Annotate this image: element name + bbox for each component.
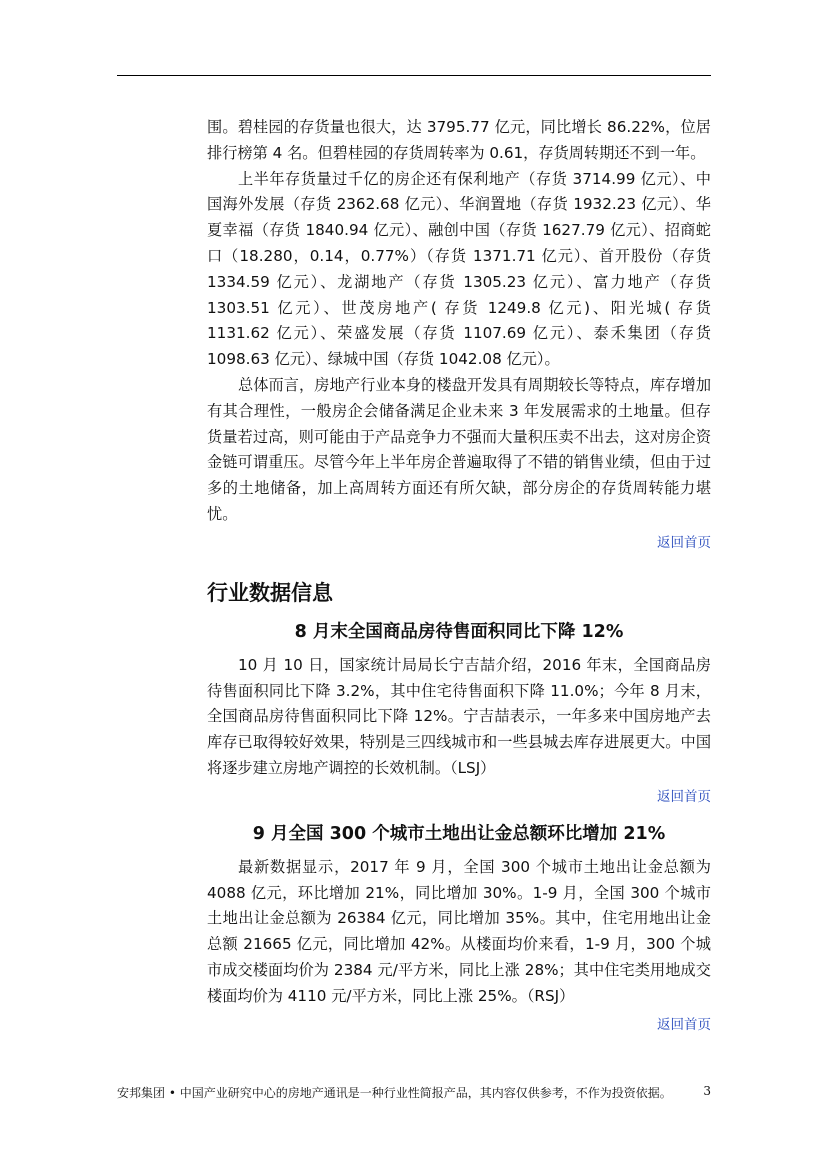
page-content <box>207 115 711 1035</box>
paragraph-inventory-summary: 总体而言，房地产行业本身的楼盘开发具有周期较长等特点，库存增加有其合理性，一般房企会储备满足企业未来 3 年发展需求的土地量。但存货量若过高，则可能由于产品竞争力不强而大量积压卖不出去，这对房企资金链可谓重压。尽管今年上半年房企普遍取得了不错的销售业绩，但由于过多的土地储备，加上高周转方面还有所欠缺，部分房企的存货周转能力堪忧。 <box>207 375 711 523</box>
paragraph-inventory-intro: 围。碧桂园的存货量也很大，达 3795.77 亿元，同比增长 86.22%，位居排行榜第 4 名。但碧桂园的存货周转率为 0.61，存货周转期还不到一年。 <box>207 118 711 162</box>
article-body: 最新数据显示，2017 年 9 月，全国 300 个城市土地出让金总额为 4088 亿元，环比增加 21%，同比增加 30%。1-9 月，全国 300 个城市土地出让金总额为 26384 亿元，同比增加 35%。其中，住宅用地出让金总额 21665 亿元，同比增加 42%。从楼面均价来看，1-9 月，300 个城市成交楼面均价为 2384 元/平方米，同比上涨 28%；其中住宅类用地成交楼面均价为 4110 元/平方米，同比上涨 25%。（RSJ） <box>207 857 711 1005</box>
section-title: 行业数据信息 <box>207 580 333 605</box>
page-footer <box>117 1084 711 1101</box>
article-body: 10 月 10 日，国家统计局局长宁吉喆介绍，2016 年末，全国商品房待售面积同比下降 3.2%，其中住宅待售面积下降 11.0%；今年 8 月末，全国商品房待售面积同比下降 12%。宁吉喆表示，一年多来中国房地产去库存已取得较好效果，特别是三四线城市和一些县城去库存进展更大。中国将逐步建立房地产调控的长效机制。（LSJ） <box>207 655 711 777</box>
article-title: 8 月末全国商品房待售面积同比下降 12% <box>294 621 624 642</box>
footer-disclaimer: 安邦集团 • 中国产业研究中心的房地产通讯是一种行业性简报产品，其内容仅供参考，不作为投资依据。 <box>117 1086 672 1100</box>
article-title: 9 月全国 300 个城市土地出让金总额环比增加 21% <box>252 823 666 844</box>
back-to-home-link[interactable]: 返回首页 <box>657 788 711 805</box>
back-to-home-link[interactable]: 返回首页 <box>657 534 711 551</box>
back-to-home-link[interactable]: 返回首页 <box>657 1016 711 1033</box>
paragraph-inventory-list: 上半年存货量过千亿的房企还有保利地产（存货 3714.99 亿元）、中国海外发展（存货 2362.68 亿元）、华润置地（存货 1932.23 亿元）、华夏幸福（存货 1840.94 亿元）、融创中国（存货 1627.79 亿元）、招商蛇口（18.280，0.14，0.77%）（存货 1371.71 亿元）、首开股份（存货 1334.59 亿元）、龙湖地产（存货 1305.23 亿元）、富力地产（存货 1303.51 亿元）、世茂房地产( 存货 1249.8 亿元)、阳光城( 存货 1131.62 亿元）、荣盛发展（存货 1107.69 亿元）、泰禾集团（存货 1098.63 亿元）、绿城中国（存货 1042.08 亿元）。 <box>207 169 711 369</box>
page-number: 3 <box>703 1084 711 1098</box>
header-rule <box>117 75 711 76</box>
